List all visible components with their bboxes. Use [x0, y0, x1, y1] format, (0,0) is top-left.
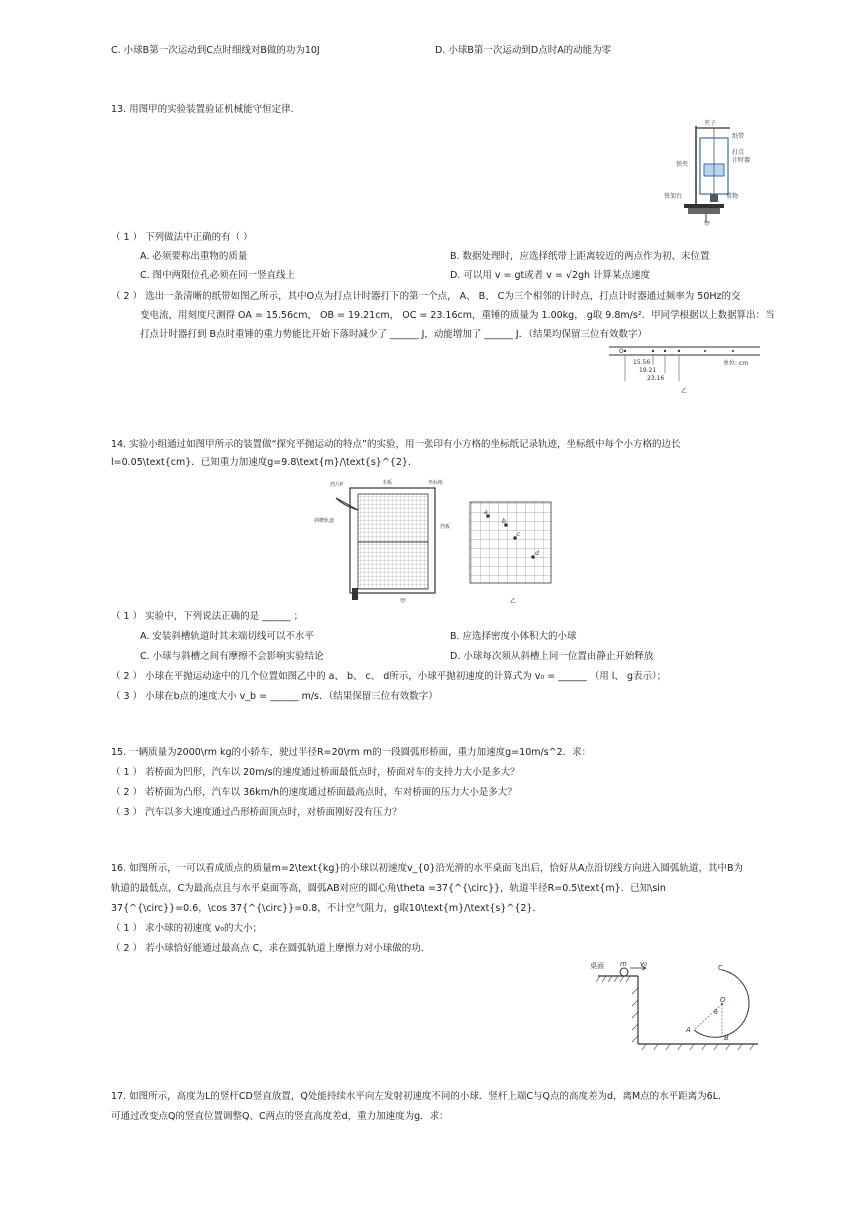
fig1-label-right2: 计时器 — [732, 157, 751, 164]
q13-figure-tape — [605, 343, 763, 395]
fig-label-ball: 挡片P — [330, 482, 344, 488]
q16-label-v0: v₀ — [640, 960, 647, 968]
tape-ob: 19.21 — [639, 367, 657, 374]
q13-option-c: C. 图中两限位孔必须在同一竖直线上 — [140, 270, 296, 281]
fig1-caption: 甲 — [704, 221, 711, 228]
fig-label-paper: 坐标纸 — [428, 480, 444, 486]
q13-part2-line3: 打点计时器打到 B点时重锤的重力势能比开始下落时减少了 ______ J，动能增加了 ______ J．（结果均保留三位有效数字） — [140, 329, 647, 340]
q16-label-a: A — [686, 1026, 691, 1034]
fig1-label-left: 铁架台 — [664, 193, 683, 200]
q16-label-theta: θ — [714, 1009, 718, 1016]
q15-part3: （ 3 ） 汽车以多大速度通过凸形桥面顶点时，对桥面刚好没有压力？ — [111, 807, 402, 818]
q17-line1: 17. 如图所示，高度为L的竖杆CD竖直放置，Q处能持续水平向左发射初速度不同的小球．竖杆上端C与Q点的高度差为d，离M点的水平距离为6L． — [111, 1091, 728, 1102]
fig1-label-heavy: 重物 — [726, 193, 739, 200]
tape-oc: 23.16 — [647, 375, 665, 382]
q13-stem: 13. 用图甲的实验装置验证机械能守恒定律. — [111, 104, 294, 115]
point-b-label: b — [502, 518, 506, 525]
q13-option-a: A. 必须要称出重物的质量 — [140, 251, 248, 262]
q16-line3: 37{^{\circ}}=0.6，\cos 37{^{\circ}}=0.8，不计空气阻力，g取10\text{m}/\text{s}^{2}． — [111, 903, 542, 914]
q14-part1: （ 1 ） 实验中，下列说法正确的是 ______ ； — [111, 611, 304, 622]
tape-caption: 乙 — [681, 388, 688, 395]
q14-figure — [300, 476, 570, 606]
fig-label-slot: 斜槽轨道 — [314, 518, 335, 524]
tape-unit: 单位: cm — [723, 360, 749, 367]
q13-part2-line1: （ 2 ） 选出一条清晰的纸带如图乙所示，其中O点为打点计时器打下的第一个点， A、 B、 C为三个相邻的计时点，打点计时器通过频率为 50Hz的交 — [111, 291, 741, 302]
q13-figure-apparatus — [660, 118, 760, 228]
point-d-label: d — [535, 550, 539, 557]
q14-option-d: D. 小球每次须从斜槽上同一位置由静止开始释放 — [450, 651, 654, 662]
fig1-label-top2: 纸带 — [732, 133, 745, 140]
point-c-label: c — [517, 531, 521, 538]
q16-part2: （ 2 ） 若小球恰好能通过最高点 C，求在圆弧轨道上摩擦力对小球做的功． — [111, 943, 431, 954]
fig1-label-stand: 铁夹 — [676, 161, 689, 168]
q15-stem: 15. 一辆质量为2000\rm kg的小轿车，驶过半径R=20\rm m的一段圆弧形桥面，重力加速度g=10m/s^2．求： — [111, 747, 592, 758]
q16-label-o: O — [720, 996, 726, 1004]
ball — [620, 968, 628, 976]
fig-label-plate: 挡板 — [440, 524, 451, 530]
q15-part1: （ 1 ） 若桥面为凹形，汽车以 20m/s的速度通过桥面最低点时，桥面对车的支持力大小是多大？ — [111, 767, 520, 778]
fig1-label-right1: 打点 — [732, 149, 745, 156]
q16-label-m: m — [620, 960, 627, 968]
q16-label-table: 桌面 — [590, 962, 604, 970]
q13-part2-line2: 变电流，用刻度尺测得 OA = 15.56cm， OB = 19.21cm， OC = 23.16cm，重锤的质量为 1.00kg， g取 9.8m/s²．甲同学根据以上数据算出：当 — [140, 310, 775, 321]
fig1-label-top: 夹子 — [704, 120, 717, 127]
option-d: D. 小球B第一次运动到D点时A的动能为零 — [435, 45, 612, 56]
q14-stem-line1: 14. 实验小组通过如图甲所示的装置做“探究平抛运动的特点”的实验，用一张印有小方格的坐标纸记录轨迹，坐标纸中每个小方格的边长 — [111, 439, 681, 450]
q14-part2: （ 2 ） 小球在平抛运动途中的几个位置如图乙中的 a、 b、 c、 d所示，小球平抛初速度的计算式为 v₀ = ______ （用 l、 g表示）； — [111, 671, 667, 682]
q14-option-b: B. 应选择密度小体积大的小球 — [450, 631, 577, 642]
q14-part3: （ 3 ） 小球在b点的速度大小 v_b = ______ m/s．（结果保留三位有效数字） — [111, 691, 438, 702]
fig-label-board: 木板 — [382, 480, 393, 486]
q17-line2: 可通过改变点Q的竖直位置调整Q、C两点的竖直高度差d，重力加速度为g．求： — [111, 1111, 449, 1122]
q16-label-c: C — [718, 964, 723, 972]
q16-line2: 轨道的最低点，C为最高点且与水平桌面等高，圆弧AB对应的圆心角\theta =37{^{\circ}}，轨道半径R=0.5\text{m}．已知\sin — [111, 883, 666, 894]
q14-stem-line2: l=0.05\text{cm}．已知重力加速度g=9.8\text{m}/\text{s}^{2}． — [111, 457, 418, 468]
tape-o: O — [619, 348, 624, 355]
fig-caption-a: 甲 — [400, 598, 407, 605]
q14-option-c: C. 小球与斜槽之间有摩擦不会影响实验结论 — [140, 651, 324, 662]
q16-label-b: B — [724, 1034, 729, 1042]
q14-option-a: A. 安装斜槽轨道时其末端切线可以不水平 — [140, 631, 314, 642]
option-c: C. 小球B第一次运动到C点时细线对B做的功为10J — [111, 45, 320, 56]
q15-part2: （ 2 ） 若桥面为凸形，汽车以 36km/h的速度通过桥面最高点时，车对桥面的压力大小是多大？ — [111, 787, 517, 798]
tape-oa: 15.56 — [633, 359, 651, 366]
q16-part1: （ 1 ） 求小球的初速度 v₀的大小； — [111, 923, 263, 934]
point-a-label: a — [484, 509, 488, 516]
q16-line1: 16. 如图所示，一可以看成质点的质量m=2\text{kg}的小球以初速度v_{0}沿光滑的水平桌面飞出后，恰好从A点沿切线方向进入圆弧轨道，其中B为 — [111, 863, 743, 874]
fig-caption-b: 乙 — [510, 598, 517, 605]
q13-option-b: B. 数据处理时，应选择纸带上距离较近的两点作为初、末位置 — [450, 251, 710, 262]
q13-part1: （ 1 ） 下列做法中正确的有（ ） — [111, 232, 253, 243]
q13-option-d: D. 可以用 v = gt或者 v = √2gh 计算某点速度 — [450, 270, 651, 281]
q16-figure — [586, 958, 761, 1053]
